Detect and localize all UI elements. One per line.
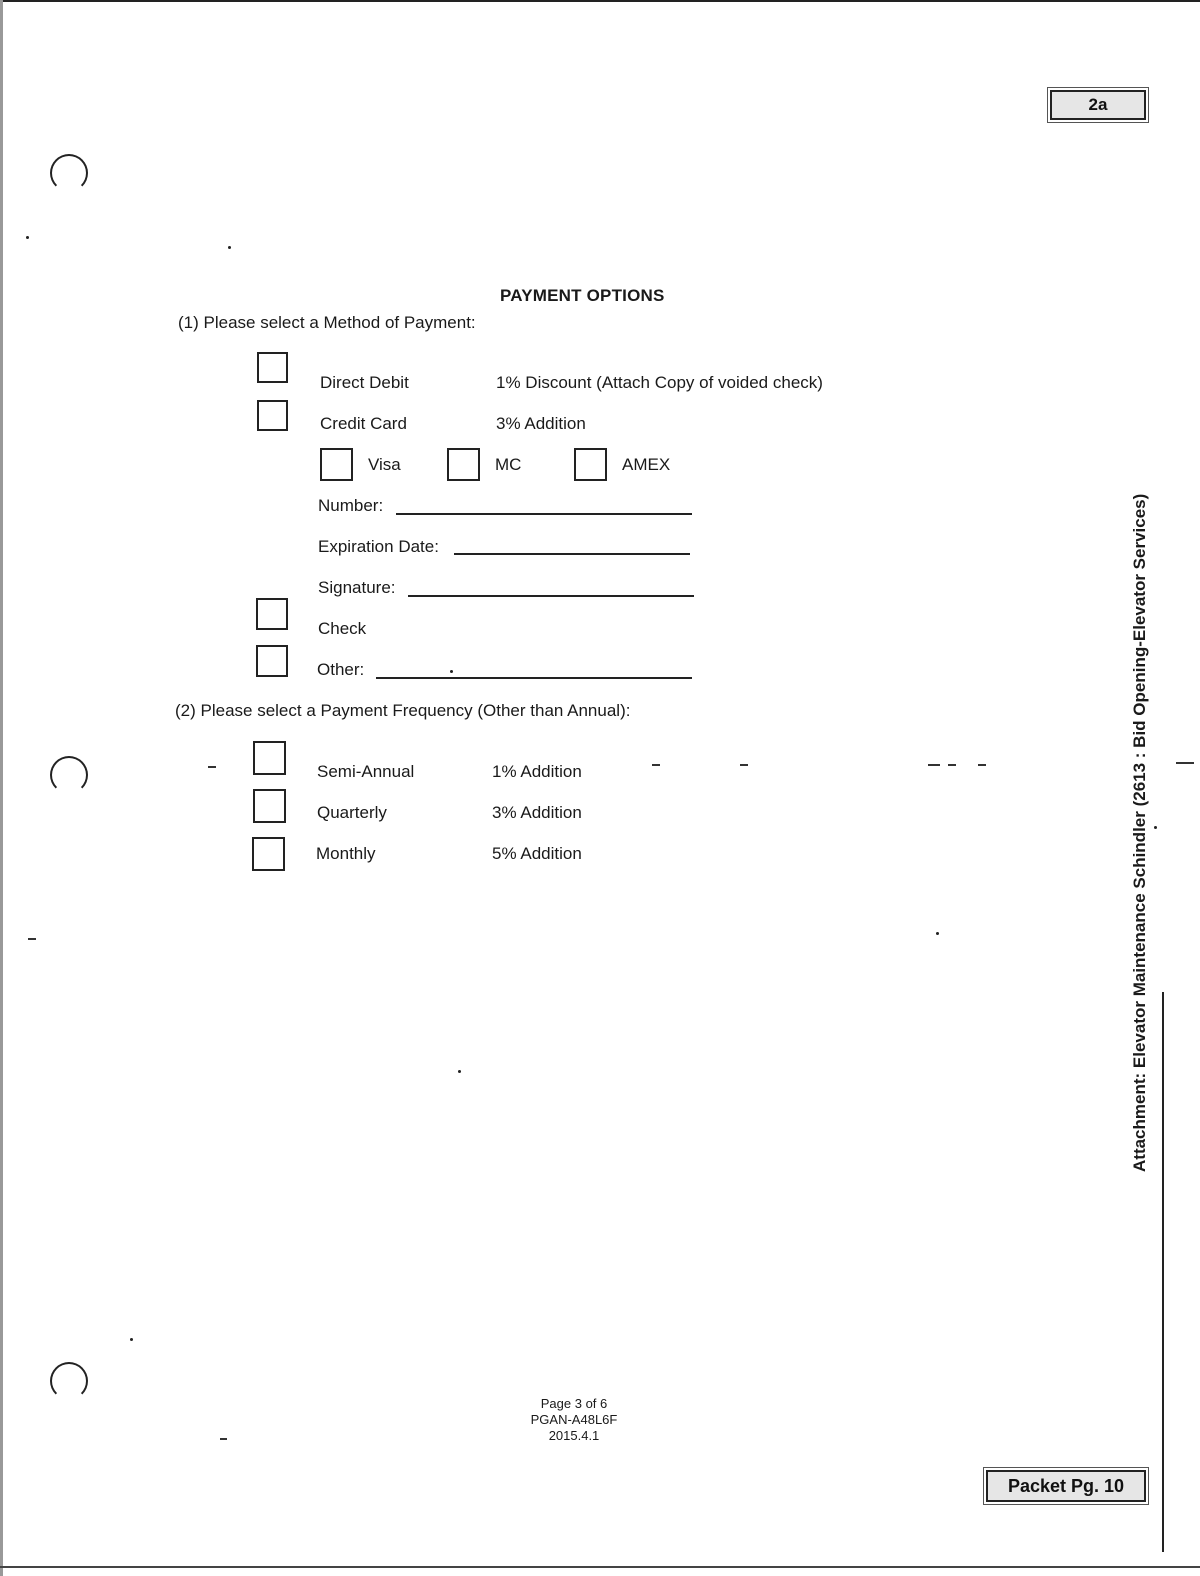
monthly-note: 5% Addition bbox=[492, 844, 582, 863]
scan-mark bbox=[652, 764, 660, 766]
scan-mark bbox=[978, 764, 986, 766]
page-number: Page 3 of 6 bbox=[540, 1396, 608, 1411]
number-field[interactable] bbox=[396, 513, 692, 515]
attachment-sidebar-text: Attachment: Elevator Maintenance Schindler (2613 : Bid Opening-Elevator Services) bbox=[1130, 493, 1149, 1172]
scan-speck bbox=[936, 932, 939, 935]
scan-mark bbox=[948, 764, 956, 766]
scan-mark bbox=[28, 938, 36, 940]
other-field[interactable] bbox=[376, 677, 692, 679]
page-left-edge bbox=[0, 0, 3, 1576]
visa-label: Visa bbox=[368, 455, 401, 474]
other-label: Other: bbox=[317, 660, 365, 679]
direct-debit-label: Direct Debit bbox=[320, 373, 409, 392]
monthly-checkbox[interactable] bbox=[252, 837, 285, 871]
page-title: PAYMENT OPTIONS bbox=[500, 286, 665, 305]
quarterly-note: 3% Addition bbox=[492, 803, 582, 822]
scan-speck bbox=[228, 246, 231, 249]
check-checkbox[interactable] bbox=[256, 598, 288, 630]
direct-debit-note: 1% Discount (Attach Copy of voided check) bbox=[496, 373, 823, 392]
margin-rule bbox=[1162, 992, 1164, 1552]
scan-mark bbox=[220, 1438, 227, 1440]
packet-page-badge: Packet Pg. 10 bbox=[986, 1470, 1146, 1502]
visa-checkbox[interactable] bbox=[320, 448, 353, 481]
monthly-label: Monthly bbox=[316, 844, 376, 863]
document-code: PGAN-A48L6F bbox=[530, 1412, 618, 1427]
section2-heading: (2) Please select a Payment Frequency (Other than Annual): bbox=[175, 701, 631, 720]
semi-annual-note: 1% Addition bbox=[492, 762, 582, 781]
signature-label: Signature: bbox=[318, 578, 396, 597]
mc-label: MC bbox=[495, 455, 522, 474]
scan-speck bbox=[450, 670, 453, 673]
punch-hole-icon bbox=[50, 154, 88, 192]
scan-mark bbox=[208, 766, 216, 768]
expiration-field[interactable] bbox=[454, 553, 690, 555]
punch-hole-icon bbox=[50, 756, 88, 794]
semi-annual-checkbox[interactable] bbox=[253, 741, 286, 775]
section1-heading: (1) Please select a Method of Payment: bbox=[178, 313, 476, 332]
amex-label: AMEX bbox=[622, 455, 671, 474]
signature-field[interactable] bbox=[408, 595, 694, 597]
amex-checkbox[interactable] bbox=[574, 448, 607, 481]
punch-hole-icon bbox=[50, 1362, 88, 1400]
expiration-label: Expiration Date: bbox=[318, 537, 439, 556]
scan-speck bbox=[1154, 826, 1157, 829]
direct-debit-checkbox[interactable] bbox=[257, 352, 288, 383]
quarterly-checkbox[interactable] bbox=[253, 789, 286, 823]
scan-speck bbox=[26, 236, 29, 239]
item-badge: 2a bbox=[1050, 90, 1146, 120]
semi-annual-label: Semi-Annual bbox=[317, 762, 415, 781]
scan-speck bbox=[130, 1338, 133, 1341]
scan-mark bbox=[740, 764, 748, 766]
credit-card-checkbox[interactable] bbox=[257, 400, 288, 431]
number-label: Number: bbox=[318, 496, 384, 515]
check-label: Check bbox=[318, 619, 367, 638]
other-checkbox[interactable] bbox=[256, 645, 288, 677]
scan-mark bbox=[928, 764, 940, 766]
credit-card-label: Credit Card bbox=[320, 414, 407, 433]
scan-mark bbox=[1176, 762, 1194, 764]
scan-speck bbox=[458, 1070, 461, 1073]
document-version: 2015.4.1 bbox=[548, 1428, 600, 1443]
credit-card-note: 3% Addition bbox=[496, 414, 586, 433]
page-top-border bbox=[0, 0, 1200, 8]
quarterly-label: Quarterly bbox=[317, 803, 387, 822]
mc-checkbox[interactable] bbox=[447, 448, 480, 481]
page-bottom-border bbox=[0, 1566, 1200, 1568]
page-footer bbox=[450, 1396, 698, 1444]
